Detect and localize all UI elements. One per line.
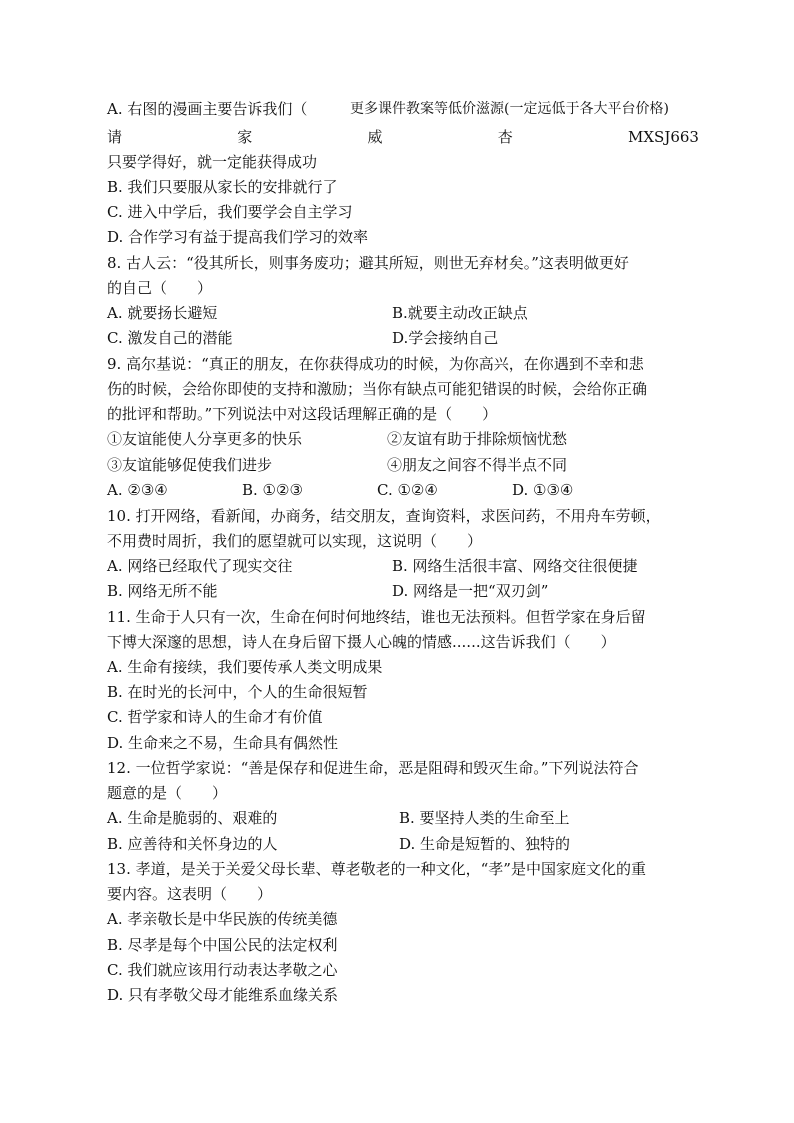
q7-option-b: B. 我们只要服从家长的安排就行了 [107,178,338,196]
q9-statement-4: ④朋友之间容不得半点不同 [387,456,568,474]
q9-statement-1: ①友谊能使人分享更多的快乐 [107,430,303,448]
q10-option-b: B. 网络生活很丰富、网络交往很便捷 [392,557,638,575]
q8-options-row-1 [107,301,699,326]
promo-char-2: 家 [237,128,253,146]
q12-options-row-2 [107,832,699,857]
q9-statements-row-2 [107,453,699,478]
q7-option-a-cont: 只要学得好，就一定能获得成功 [107,153,318,171]
q8-stem-1: 8. 古人云：“役其所长，则事务废功；避其所短，则世无弃材矣。”这表明做更好 [107,254,629,272]
q9-statements-row-1 [107,427,699,452]
q9-statement-2: ②友谊有助于排除烦恼忧愁 [387,430,568,448]
q9-option-c: C. ①②④ [377,481,438,499]
q10-stem-1: 10. 打开网络，看新闻，办商务，结交朋友，查询资料，求医问药，不用舟车劳顿， [107,507,661,525]
q7-option-d: D. 合作学习有益于提高我们学习的效率 [107,228,369,246]
q9-stem-1: 9. 高尔基说：“真正的朋友，在你获得成功的时候，为你高兴，在你遇到不幸和悲 [107,355,644,373]
q12-option-a: A. 生命是脆弱的、艰难的 [107,809,278,827]
q9-stem-3: 的批评和帮助。”下列说法中对这段话理解正确的是（ ） [107,405,498,423]
q10-option-c: B. 网络无所不能 [107,582,218,600]
q13-option-a: A. 孝亲敬长是中华民族的传统美德 [107,910,338,928]
q11-option-a: A. 生命有接续，我们要传承人类文明成果 [107,658,383,676]
q11-option-d: D. 生命来之不易，生命具有偶然性 [107,734,339,752]
q8-option-b: B.就要主动改正缺点 [392,304,528,322]
q13-stem-2: 要内容。这表明（ ） [107,885,273,903]
q13-stem-1: 13. 孝道，是关于关爱父母长辈、尊老敬老的一种文化，“孝”是中国家庭文化的重 [107,860,646,878]
q12-option-d: D. 生命是短暂的、独特的 [399,835,571,853]
q12-stem-2: 题意的是（ ） [107,784,228,802]
promo-char-3: 威 [367,128,383,146]
promo-char-4: 杏 [497,128,513,146]
q9-stem-2: 伤的时候，会给你即使的支持和激励；当你有缺点可能犯错误的时候，会给你正确 [107,380,648,398]
q10-options-row-1 [107,554,699,579]
q9-statement-3: ③友谊能够促使我们进步 [107,456,273,474]
q13-option-c: C. 我们就应该用行动表达孝敬之心 [107,961,338,979]
q10-option-a: A. 网络已经取代了现实交往 [107,557,293,575]
q11-stem-1: 11. 生命于人只有一次，生命在何时何地终结，谁也无法预料。但哲学家在身后留 [107,608,646,626]
q10-stem-2: 不用费时周折，我们的愿望就可以实现，这说明（ ） [107,532,483,550]
q12-stem-1: 12. 一位哲学家说：“善是保存和促进生命，恶是阻碍和毁灭生命。”下列说法符合 [107,759,639,777]
q9-option-d: D. ①③④ [512,481,574,499]
q12-option-b: B. 要坚持人类的生命至上 [399,809,570,827]
q11-option-c: C. 哲学家和诗人的生命才有价值 [107,708,323,726]
q11-option-b: B. 在时光的长河中，个人的生命很短暂 [107,683,368,701]
q8-option-a: A. 就要扬长避短 [107,304,218,322]
q9-option-b: B. ①②③ [242,481,303,499]
q13-option-d: D. 只有孝敬父母才能维系血缘关系 [107,986,339,1004]
q12-option-c: B. 应善待和关怀身边的人 [107,835,278,853]
q7-option-c: C. 进入中学后，我们要学会自主学习 [107,203,353,221]
q8-stem-2: 的自己（ ） [107,279,213,297]
q12-options-row-1 [107,806,699,831]
promo-code: MXSJ663 [628,128,699,146]
q8-option-c: C. 激发自己的潜能 [107,329,233,347]
promo-spread-line [107,125,699,150]
q10-option-d: D. 网络是一把“双刃剑” [392,582,549,600]
q9-option-a: A. ②③④ [107,481,168,499]
q10-options-row-2 [107,579,699,604]
q8-options-row-2 [107,326,699,351]
q13-option-b: B. 尽孝是每个中国公民的法定权利 [107,936,338,954]
q9-options-row [107,478,699,503]
q7-option-a-line [107,97,699,122]
promo-text: 更多课件教案等低价滋源(一定远低于各大平台价格) [350,101,669,117]
q7-option-a-text: A. 右图的漫画主要告诉我们（ [107,100,308,118]
q11-stem-2: 下博大深邃的思想，诗人在身后留下摄人心魄的情感......这告诉我们（ ） [107,633,616,651]
promo-char-1: 请 [107,128,123,146]
q8-option-d: D.学会接纳自己 [392,329,499,347]
